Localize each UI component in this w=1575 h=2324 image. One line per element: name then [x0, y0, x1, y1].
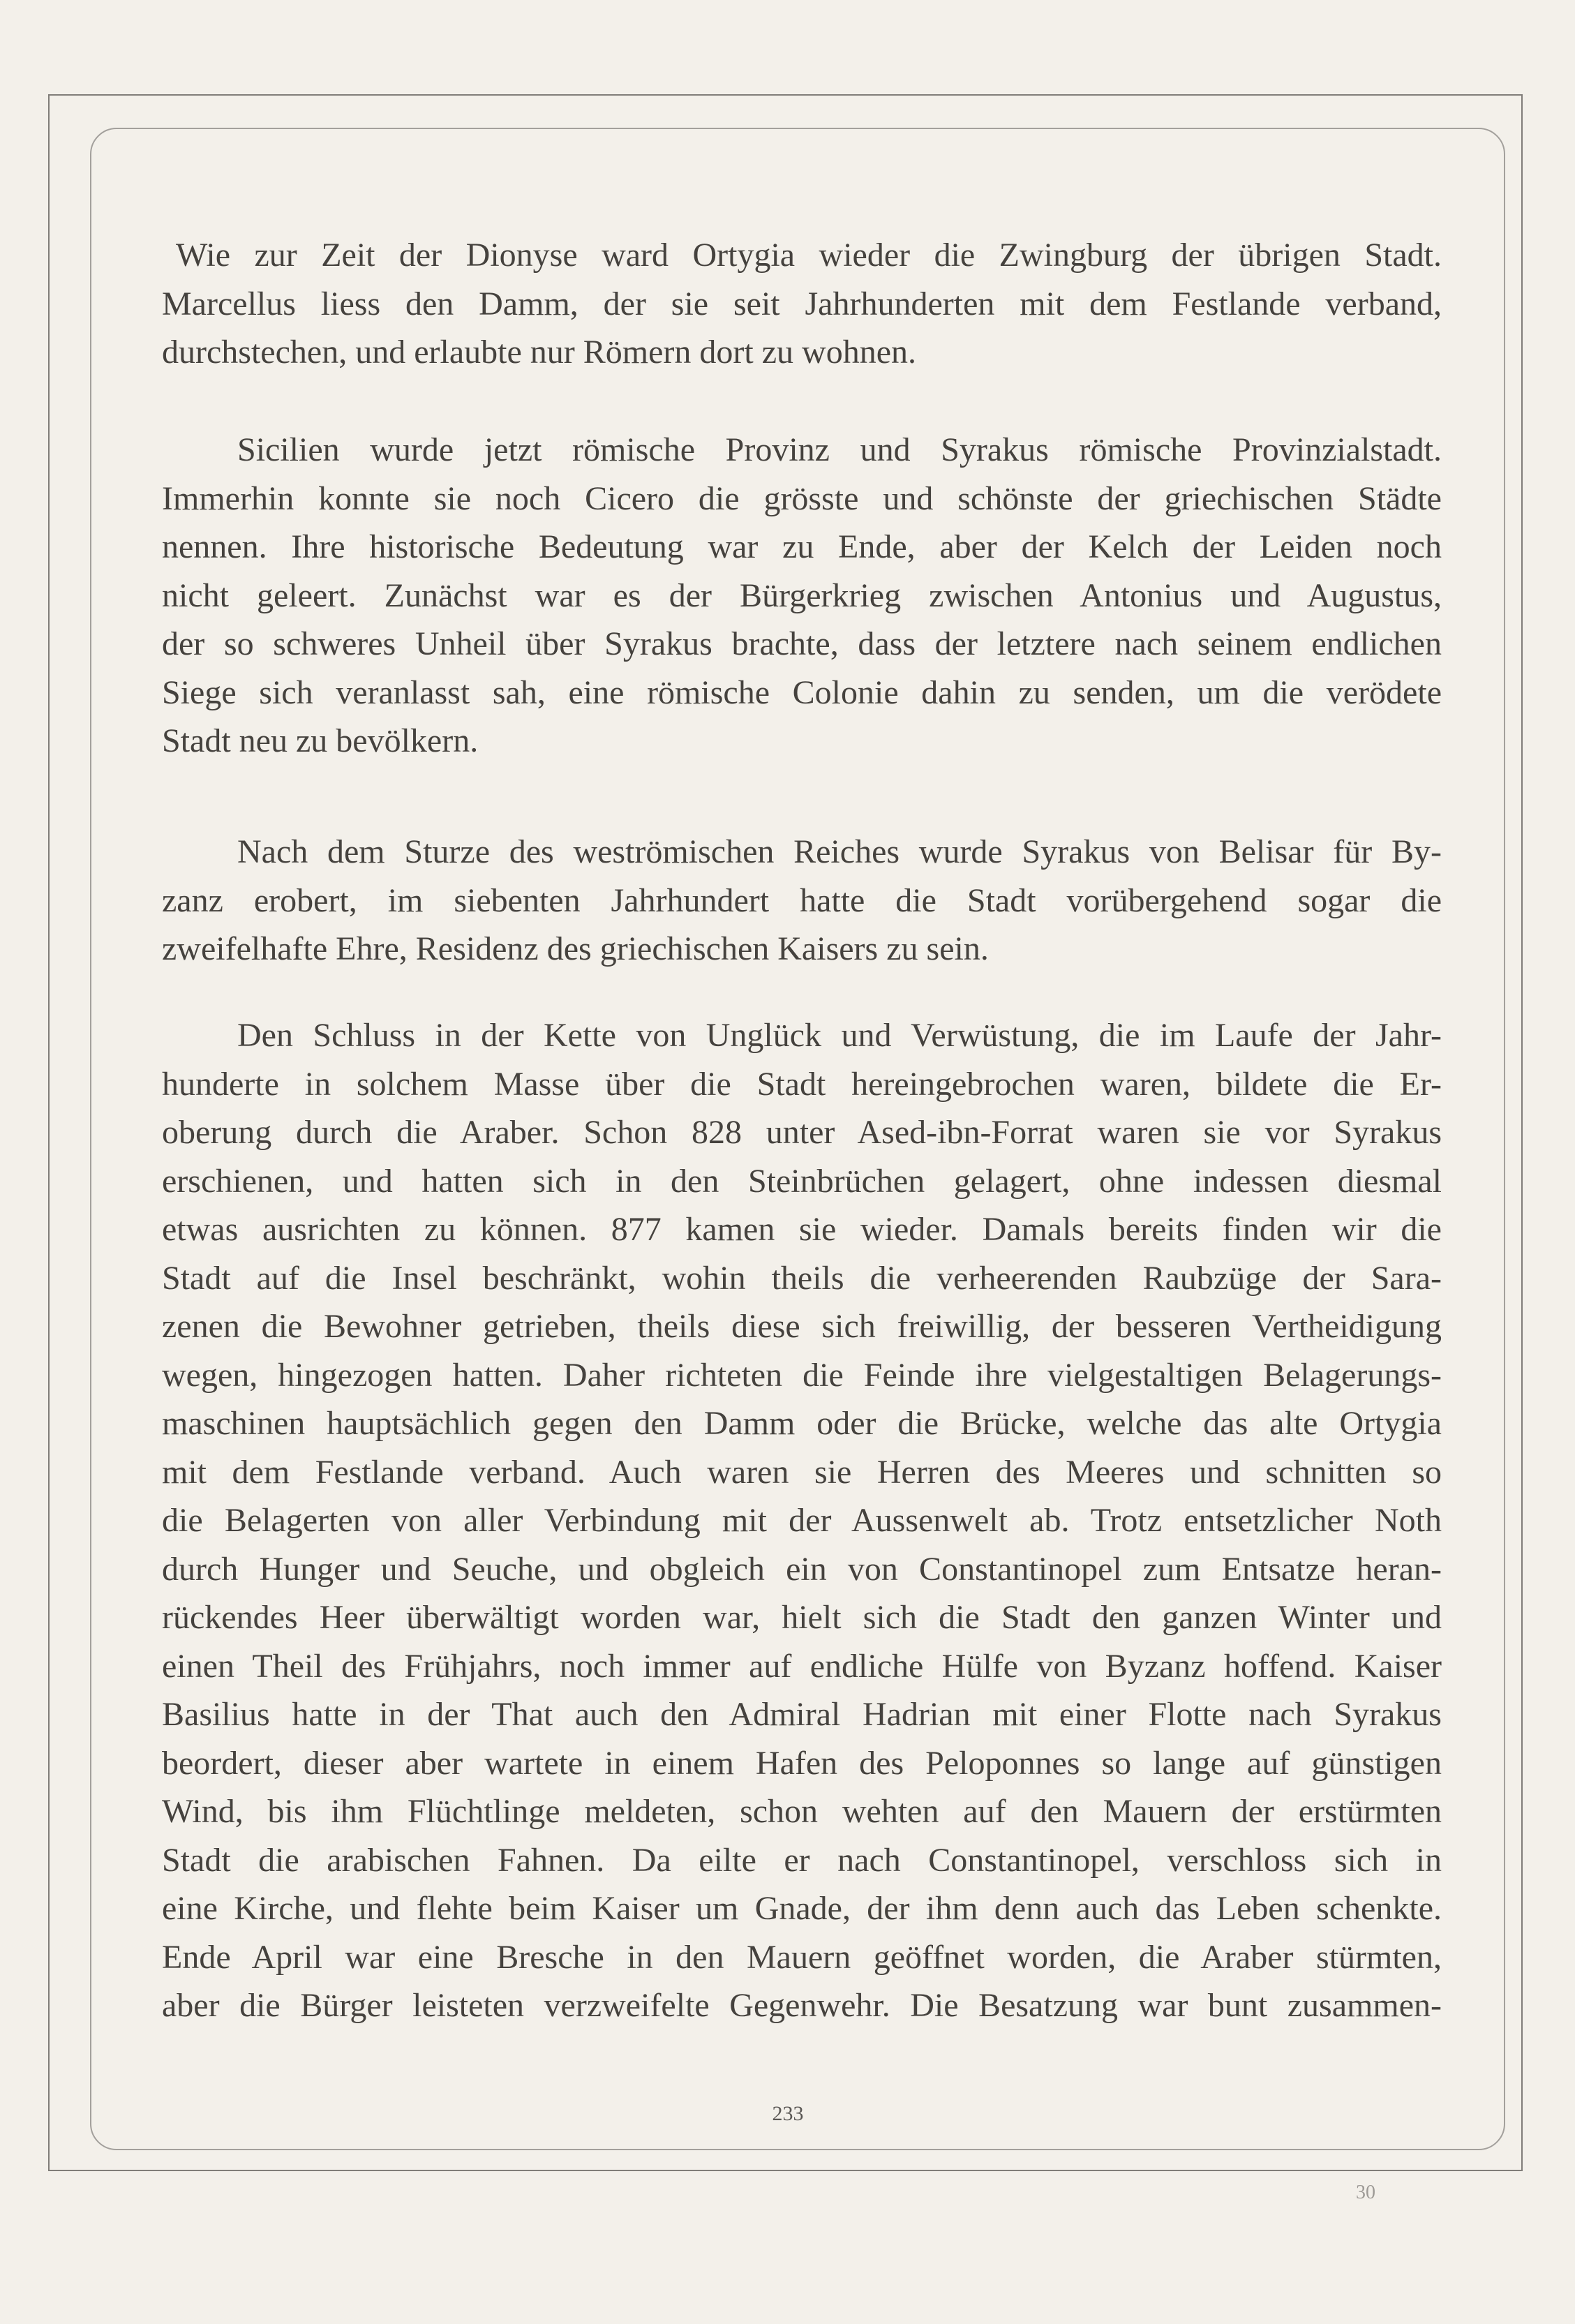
text-line: Stadt auf die Insel beschränkt, wohin theils die verheerenden Raubzüge der Sara- — [162, 1259, 1442, 1297]
text-line: Siege sich veranlasst sah, eine römische Colonie dahin zu senden, um die verödete — [162, 673, 1442, 711]
text-line: maschinen hauptsächlich gegen den Damm oder die Brücke, welche das alte Ortygia — [162, 1405, 1442, 1442]
signature-mark: 30 — [1356, 2182, 1375, 2203]
text-line: Den Schluss in der Kette von Unglück und Verwüstung, die im Laufe der Jahr- — [237, 1017, 1442, 1054]
text-line: Stadt neu zu bevölkern. — [162, 722, 479, 759]
text-line: mit dem Festlande verband. Auch waren sie Herren des Meeres und schnitten so — [162, 1453, 1442, 1491]
text-line: zanz erobert, im siebenten Jahrhundert hatte die Stadt vorübergehend sogar die — [162, 881, 1442, 919]
text-line: der so schweres Unheil über Syrakus brachte, dass der letztere nach seinem endlichen — [162, 625, 1442, 662]
text-line: die Belagerten von aller Verbindung mit der Aussenwelt ab. Trotz entsetzlicher Noth — [162, 1502, 1442, 1539]
text-line: etwas ausrichten zu können. 877 kamen sie wieder. Damals bereits finden wir die — [162, 1211, 1442, 1248]
text-line: erschienen, und hatten sich in den Steinbrüchen gelagert, ohne indessen diesmal — [162, 1162, 1442, 1200]
text-line: Sicilien wurde jetzt römische Provinz und Syrakus römische Provinzialstadt. — [237, 431, 1442, 468]
page-number: 233 — [772, 2102, 804, 2125]
paragraph — [162, 828, 1442, 974]
text-line: eine Kirche, und flehte beim Kaiser um Gnade, der ihm denn auch das Leben schenkte. — [162, 1890, 1442, 1927]
text-line: Stadt die arabischen Fahnen. Da eilte er nach Constantinopel, verschloss sich in — [162, 1841, 1442, 1879]
text-line: Wind, bis ihm Flüchtlinge meldeten, schon wehten auf den Mauern der erstürmten — [162, 1793, 1442, 1830]
text-line: hunderte in solchem Masse über die Stadt hereingebrochen waren, bildete die Er- — [162, 1065, 1442, 1103]
text-line: Marcellus liess den Damm, der sie seit Jahrhunderten mit dem Festlande verband, — [162, 285, 1442, 322]
text-line: zenen die Bewohner getrieben, theils diese sich freiwillig, der besseren Vertheidigung — [162, 1308, 1442, 1345]
text-line: zweifelhafte Ehre, Residenz des griechischen Kaisers zu sein. — [162, 930, 989, 967]
paragraph — [162, 1011, 1442, 2030]
text-line: oberung durch die Araber. Schon 828 unter Ased-ibn-Forrat waren sie vor Syrakus — [162, 1114, 1442, 1151]
text-line: nennen. Ihre historische Bedeutung war zu Ende, aber der Kelch der Leiden noch — [162, 528, 1442, 565]
text-line: rückendes Heer überwältigt worden war, hielt sich die Stadt den ganzen Winter und — [162, 1599, 1442, 1636]
text-line: Nach dem Sturze des weströmischen Reiches wurde Syrakus von Belisar für By- — [237, 833, 1442, 870]
text-line: Basilius hatte in der That auch den Admiral Hadrian mit einer Flotte nach Syrakus — [162, 1696, 1442, 1733]
text-line: aber die Bürger leisteten verzweifelte Gegenwehr. Die Besatzung war bunt zusammen- — [162, 1987, 1442, 2024]
text-line: wegen, hingezogen hatten. Daher richteten die Feinde ihre vielgestaltigen Belagerungs- — [162, 1356, 1442, 1394]
text-line: Immerhin konnte sie noch Cicero die grösste und schönste der griechischen Städte — [162, 479, 1442, 517]
paragraph — [162, 426, 1442, 766]
text-line: Wie zur Zeit der Dionyse ward Ortygia wieder die Zwingburg der übrigen Stadt. — [176, 237, 1442, 274]
text-line: durchstechen, und erlaubte nur Römern dort zu wohnen. — [162, 334, 917, 371]
text-line: durch Hunger und Seuche, und obgleich ein von Constantinopel zum Entsatze heran- — [162, 1550, 1442, 1588]
text-line: beordert, dieser aber wartete in einem Hafen des Peloponnes so lange auf günstigen — [162, 1744, 1442, 1782]
paragraph — [162, 231, 1442, 377]
text-line: Ende April war eine Bresche in den Mauern geöffnet worden, die Araber stürmten, — [162, 1938, 1442, 1976]
text-line: einen Theil des Frühjahrs, noch immer auf endliche Hülfe von Byzanz hoffend. Kaiser — [162, 1647, 1442, 1685]
text-line: nicht geleert. Zunächst war es der Bürgerkrieg zwischen Antonius und Augustus, — [162, 576, 1442, 614]
